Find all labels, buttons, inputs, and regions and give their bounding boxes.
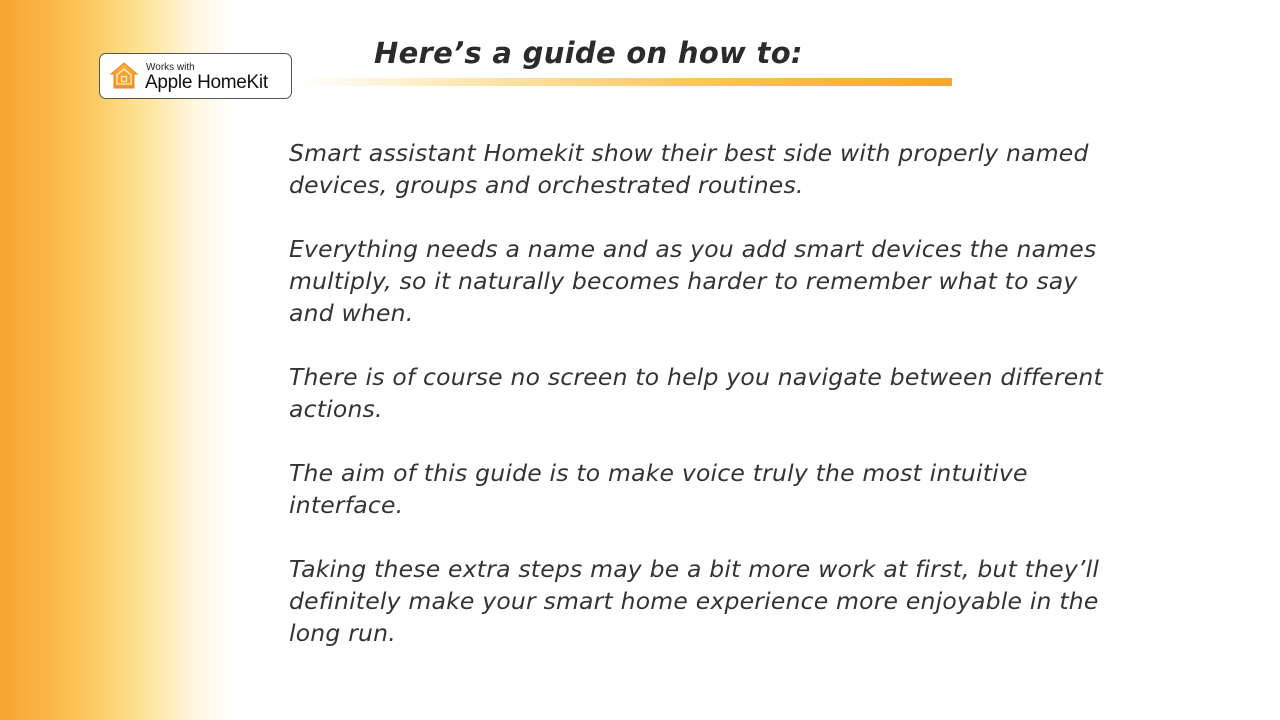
works-with-homekit-badge [99, 53, 292, 99]
paragraph-no-screen: There is of course no screen to help you navigate between different actions. [289, 363, 1103, 423]
home-icon [108, 60, 140, 92]
paragraph-aim: The aim of this guide is to make voice truly the most intuitive interface. [289, 459, 1028, 519]
paragraph-extra-steps: Taking these extra steps may be a bit more work at first, but they’ll definitely make your smart home experience more enjoyable in the long run. [289, 555, 1100, 647]
paragraph-names: Everything needs a name and as you add smart devices the names multiply, so it naturally becomes harder to remember what to say and when. [289, 235, 1097, 327]
title-underline [300, 78, 952, 86]
side-gradient-bar [0, 0, 235, 720]
guide-content [289, 137, 1249, 681]
badge-large-text: Apple HomeKit [145, 72, 268, 93]
paragraph-intro: Smart assistant Homekit show their best side with properly named devices, groups and orchestrated routines. [289, 139, 1089, 199]
page-title: Here’s a guide on how to: [374, 36, 803, 70]
badge-small-text: Works with [146, 62, 195, 73]
